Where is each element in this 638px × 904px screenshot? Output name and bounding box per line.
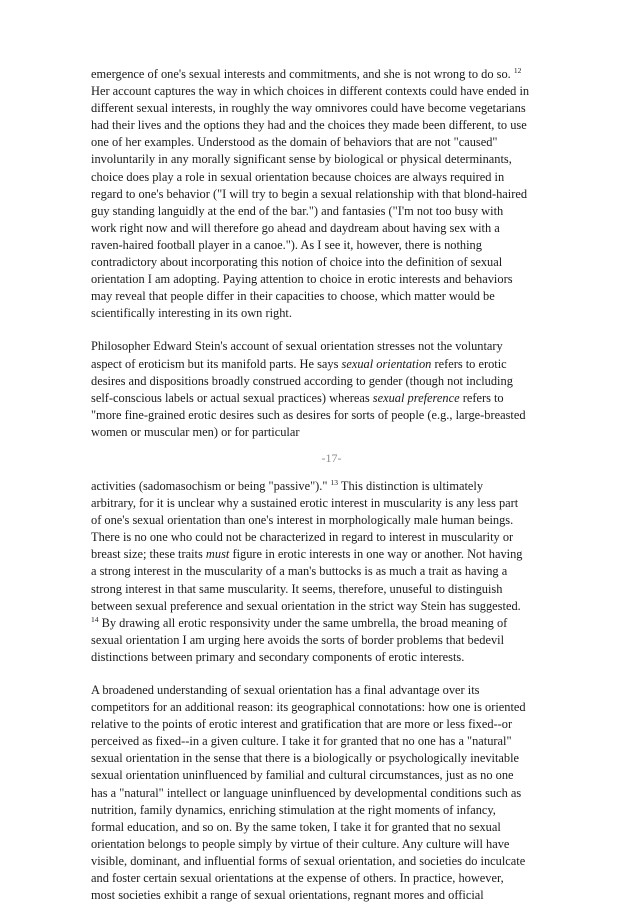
italic-term: must [205, 547, 230, 562]
page-number: -17- [321, 450, 342, 465]
footnote-marker: 14 [91, 614, 99, 624]
footnote-marker: 12 [513, 65, 522, 75]
paragraph-stein: Philosopher Edward Stein's account of sexual orientation stresses not the voluntary aspect of eroticism but its manifold parts. He says sexual orientation refers to erotic desires and dispositions broadly construed according to gender (though not including self-conscious labels or actual sexual practices) whereas sexual preference refers to "more fine-grained erotic desires such as desires for sorts of people (e.g., large-breasted women or muscular men) or for particular [91, 339, 526, 439]
italic-term: sexual preference [372, 390, 460, 405]
document-page [91, 66, 550, 904]
italic-term: sexual orientation [341, 356, 432, 371]
footnote-marker: 13 [330, 477, 339, 487]
paragraph-distinction: activities (sadomasochism or being "passive")." $^{13}$ This distinction is ultimately arbitrary, for it is unclear why a sustained erotic interest in muscularity is any less part of one's sexual orientation than one's interest in morphologically male human beings. There is no one who could not be characterized in regard to interest in muscularity or breast size; these traits must figure in erotic interests in one way or another. Not having a strong interest in the muscularity of a man's buttocks is as much a trait as having a strong interest in that same muscularity. It seems, therefore, unuseful to distinguish between sexual preference and sexual orientation in the strict way Stein has suggested. $^{14}$ By drawing all erotic responsivity under the same umbrella, the broad meaning of sexual orientation I am urging here avoids the sorts of border problems that bedevil distinctions between primary and secondary components of erotic interests. [91, 477, 523, 664]
paragraph-geography: A broadened understanding of sexual orientation has a final advantage over its competitors for an additional reason: its geographical connotations: how one is oriented relative to the points of erotic interest and gratification that are more or less fixed--or perceived as fixed--in a given culture. I take it for granted that no one has a "natural" sexual orientation in the sense that there is a biologically or psychologically inevitable sexual orientation uninfluenced by familial and cultural circumstances, just as no one has a "natural" intellect or language uninfluenced by developmental conditions such as nutrition, family dynamics, enriching stimulation at the right moments of infancy, formal education, and so on. By the same token, I take it for granted that no sexual orientation belongs to people simply by virtue of their culture. Any culture will have visible, dominant, and influential forms of sexual orientation, and societies do inculcate and foster certain sexual orientations at the expense of others. In practice, however, most societies exhibit a range of sexual orientations, regnant mores and official [91, 683, 526, 903]
paragraph-choice: emergence of one's sexual interests and commitments, and she is not wrong to do so. $^{12}$ Her account captures the way in which choices in different contexts could have ended in different sexual interests, in roughly the way omnivores could have become vegetarians had their lives and the options they had and the choices they made been different, to use one of her examples. Understood as the domain of behaviors that are not "caused" involuntarily in any morally significant sense by biological or physical determinants, choice does play a role in sexual orientation because choices are always required in regard to one's behavior ("I will try to begin a sexual relationship with that blond-haired guy standing languidly at the end of the bar.") and fantasies ("I'm not too busy with work right now and will therefore go ahead and daydream about having sex with a raven-haired football player in a canoe."). As I see it, however, there is nothing contradictory about incorporating this notion of choice into the definition of sexual orientation I am adopting. Paying attention to choice in erotic interests and behaviors may reveal that people differ in their capacities to choose, which matter would be scientifically interesting in its own right. [91, 65, 530, 321]
